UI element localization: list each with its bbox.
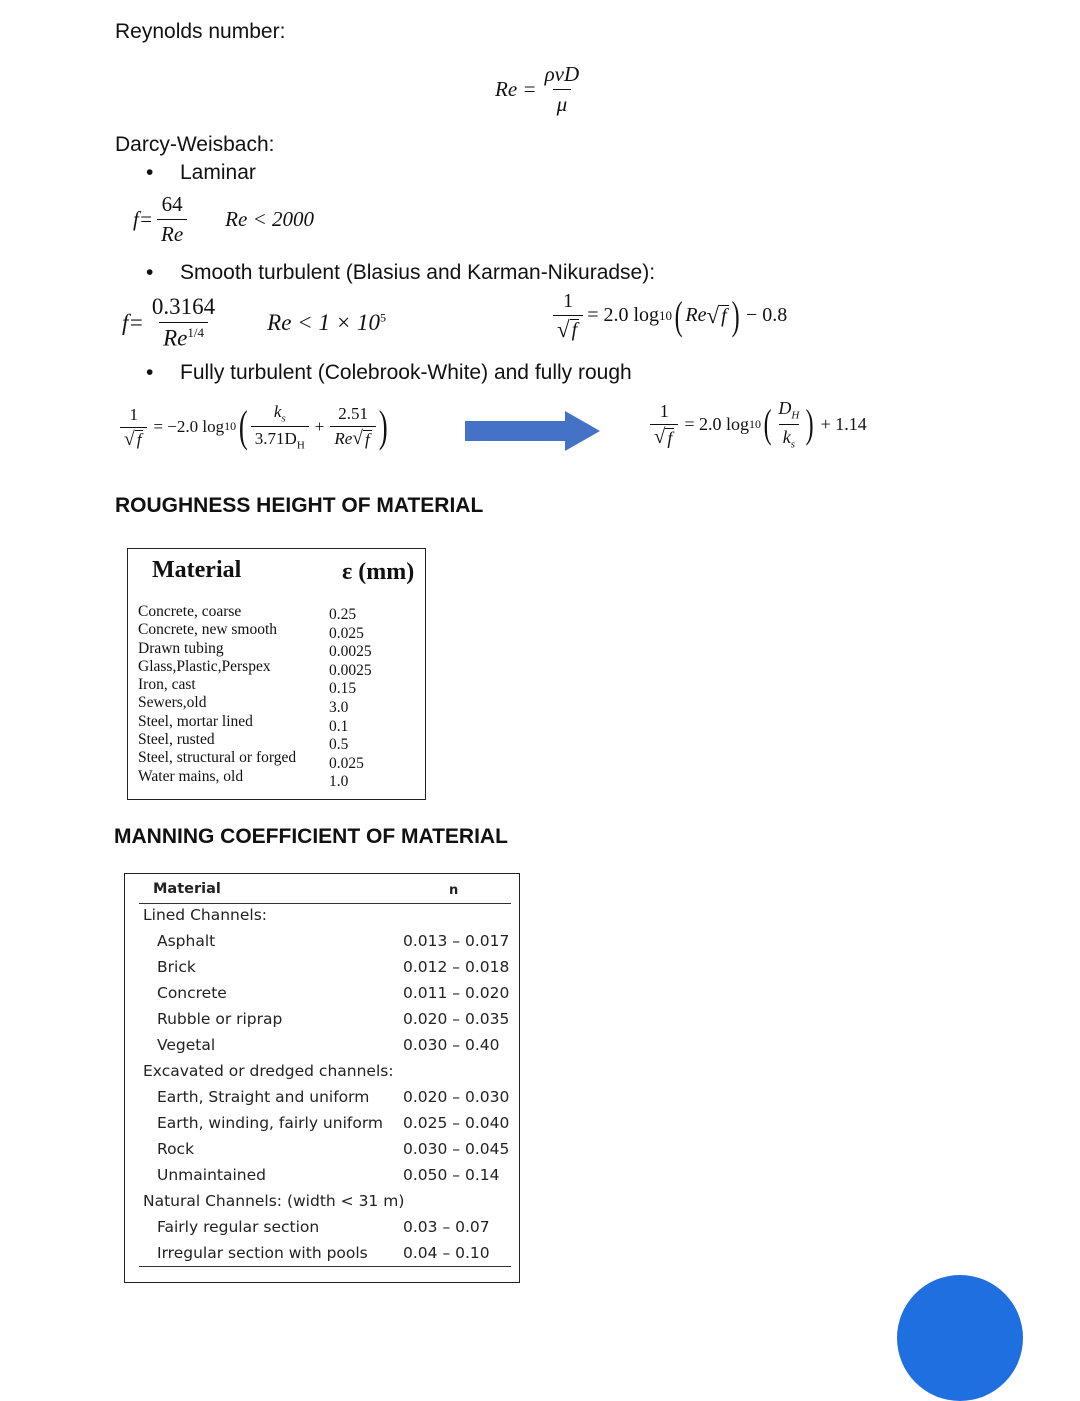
reynolds-numerator: ρvD [544, 62, 580, 86]
manning-row-label: Brick [157, 958, 196, 976]
bullet-dot: • [146, 261, 154, 284]
blasius-denominator: $Re^{1/4}$ [159, 322, 208, 352]
roughness-heading: ROUGHNESS HEIGHT OF MATERIAL [115, 494, 484, 517]
colebrook-numerator: 1 [129, 404, 138, 424]
table-row-name: Drawn tubing [138, 639, 224, 657]
manning-row-label: Fairly regular section [157, 1218, 320, 1236]
table-row-value: 0.025 [329, 754, 364, 772]
table-row-name: Glass,Plastic,Perspex [138, 657, 271, 675]
bullet-dot: • [146, 161, 154, 184]
table-row-value: 0.0025 [329, 661, 372, 679]
manning-row-value: 0.030 – 0.045 [403, 1140, 510, 1158]
manning-row-label: Concrete [157, 984, 227, 1002]
table-row-value: 0.025 [329, 624, 364, 642]
table-row [125, 1036, 519, 1062]
karman-rhs: = 2.0 log [587, 304, 660, 326]
rough-frac-den: $k_s$ [779, 424, 799, 451]
laminar-denominator: Re [157, 219, 187, 247]
table-row-value: 0.0025 [329, 643, 372, 661]
manning-row-label: Rock [157, 1140, 195, 1158]
arrow-shape [465, 411, 600, 451]
manning-row-value: 0.020 – 0.030 [403, 1088, 510, 1106]
floating-circle [897, 1275, 1023, 1401]
manning-group-row [125, 906, 519, 932]
header-rule [139, 903, 511, 904]
table-row [125, 1088, 519, 1114]
roughness-material-column [138, 603, 296, 786]
manning-row-value: 0.030 – 0.40 [403, 1036, 500, 1054]
table-row [125, 1114, 519, 1140]
reynolds-heading: Reynolds number: [115, 20, 286, 43]
roughness-value-column [329, 606, 372, 792]
manning-row-label: Unmaintained [157, 1166, 266, 1184]
reynolds-denominator: μ [553, 89, 572, 117]
table-row-value: 0.25 [329, 606, 357, 623]
table-row [125, 1010, 519, 1036]
colebrook-sqrt-f: √ f [120, 427, 147, 450]
bullet-dot: • [146, 361, 154, 384]
manning-row-value: 0.012 – 0.018 [403, 958, 510, 976]
manning-row-value: 0.04 – 0.10 [403, 1244, 490, 1262]
blasius-numerator: 0.3164 [151, 294, 216, 319]
manning-row-label: Rubble or riprap [157, 1010, 283, 1028]
colebrook-rhs: = −2.0 log [153, 416, 225, 436]
bullet-smooth: • Smooth turbulent (Blasius and Karman-Nikuradse): [146, 261, 656, 284]
bullet-laminar: • Laminar [146, 161, 256, 184]
bullet-fully-turbulent: • Fully turbulent (Colebrook-White) and fully rough [146, 361, 632, 384]
table-row [125, 1166, 519, 1192]
table-row [125, 1218, 519, 1244]
table-row-name: Concrete, new smooth [138, 621, 278, 639]
karman-arg: Re [685, 304, 707, 326]
table-row-value: 3.0 [329, 698, 349, 716]
reynolds-equation [495, 62, 583, 117]
manning-table [124, 873, 520, 1283]
manning-col-material: Material [153, 881, 221, 897]
table-row-name: Concrete, coarse [138, 603, 242, 620]
colebrook-term2-num: 2.51 [338, 404, 368, 424]
manning-row-label: Earth, Straight and uniform [157, 1088, 370, 1106]
laminar-numerator: 64 [161, 192, 183, 216]
manning-row-value: 0.011 – 0.020 [403, 984, 510, 1002]
table-row-value: 0.1 [329, 717, 349, 735]
manning-row-label: Lined Channels: [143, 906, 267, 924]
manning-row-label: Natural Channels: (width < 31 m) [143, 1192, 405, 1210]
laminar-lhs: f= [133, 207, 154, 231]
rough-numerator: 1 [659, 400, 669, 421]
colebrook-term2-den: Re √ f [330, 426, 375, 449]
table-row-name: Iron, cast [138, 676, 196, 694]
manning-row-value: 0.013 – 0.017 [403, 932, 510, 950]
laminar-equation [133, 192, 314, 247]
manning-group-row [125, 1192, 519, 1218]
rough-sqrt-f: √ f [650, 424, 678, 448]
manning-row-value: 0.025 – 0.040 [403, 1114, 510, 1132]
manning-row-label: Irregular section with pools [157, 1244, 368, 1262]
table-row-name: Steel, mortar lined [138, 712, 253, 730]
rough-frac-num: $D_H$ [778, 398, 800, 422]
table-row [125, 984, 519, 1010]
table-row-name: Steel, rusted [138, 731, 215, 749]
table-row [125, 932, 519, 958]
manning-row-label: Earth, winding, fairly uniform [157, 1114, 384, 1132]
manning-row-value: 0.050 – 0.14 [403, 1166, 500, 1184]
manning-row-label: Asphalt [157, 932, 216, 950]
manning-heading: MANNING COEFFICIENT OF MATERIAL [114, 825, 508, 848]
karman-equation: 1 √ f = 2.0 log 10 ( Re √ f ) − 0.8 [553, 290, 787, 341]
rough-rhs: = 2.0 log [684, 413, 750, 434]
manning-row-value: 0.020 – 0.035 [403, 1010, 510, 1028]
roughness-col-epsilon: ε (mm) [342, 559, 415, 585]
rough-tail: + 1.14 [820, 413, 867, 434]
manning-col-n: n [449, 883, 459, 898]
table-row-name: Sewers,old [138, 694, 207, 712]
colebrook-equation: 1 √ f = −2.0 log 10 ( $\frac{k_s}{3.71D_H}$ + 2.51 Re √ f ) [120, 402, 390, 452]
table-row-value: 0.5 [329, 736, 349, 754]
reynolds-lhs: Re = [495, 77, 537, 101]
manning-row-label: Excavated or dredged channels: [143, 1062, 394, 1080]
colebrook-term1-den: $3.71D_H$ [251, 426, 309, 451]
colebrook-term1-num: $k_s$ [273, 402, 286, 425]
rough-equation: 1 √ f = 2.0 log 10 ( $\frac{D_H}{k_s}$ ) + 1.14 [650, 398, 867, 450]
table-row [125, 958, 519, 984]
table-row [125, 1244, 519, 1270]
table-row [125, 1140, 519, 1166]
manning-group-row [125, 1062, 519, 1088]
manning-row-label: Vegetal [157, 1036, 216, 1054]
darcy-heading: Darcy-Weisbach: [115, 133, 275, 156]
table-row-value: 1.0 [329, 773, 349, 791]
laminar-condition: Re < 2000 [225, 207, 314, 231]
manning-row-value: 0.03 – 0.07 [403, 1218, 490, 1236]
roughness-table [127, 548, 426, 800]
karman-tail: − 0.8 [745, 304, 788, 326]
right-arrow-icon [465, 411, 601, 451]
roughness-col-material: Material [152, 557, 242, 583]
colebrook-plus: + [314, 416, 325, 436]
table-row-name: Water mains, old [138, 767, 244, 785]
table-row-name: Steel, structural or forged [138, 749, 297, 767]
blasius-equation [122, 294, 386, 352]
karman-numerator: 1 [563, 290, 574, 312]
table-row-value: 0.15 [329, 680, 357, 698]
blasius-lhs: f= [122, 309, 144, 335]
blasius-condition: $Re < 1 \times 10^5$ [267, 309, 386, 335]
karman-sqrt-f: √ f [553, 315, 583, 341]
